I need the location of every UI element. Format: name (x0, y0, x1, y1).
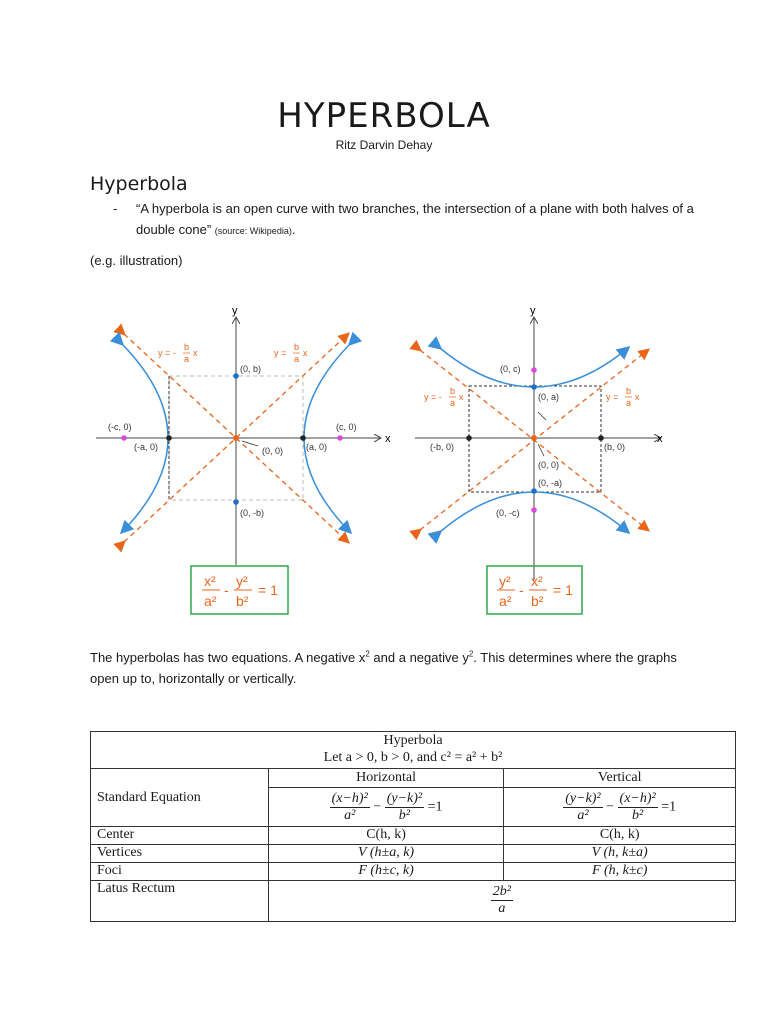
section-heading: Hyperbola (90, 173, 188, 195)
v-eq-den1: a² (577, 808, 589, 823)
right-vertex-pos (531, 384, 537, 390)
right-label-neg-c: (0, -c) (496, 508, 520, 518)
horizontal-header: Horizontal (269, 769, 504, 788)
right-label-neg-b: (-b, 0) (430, 442, 455, 452)
foci-horizontal: F (h±c, k) (268, 863, 504, 881)
right-y-axis-label: y (530, 305, 536, 317)
paragraph-part-a: The hyperbolas has two equations. A negative x (90, 650, 366, 665)
right-asym-neg-b: b (450, 386, 456, 396)
right-asym-pos-b: b (626, 386, 632, 396)
latus-num: 2b² (492, 884, 511, 899)
left-asymptote-pos-label (274, 342, 308, 364)
left-center-dot (233, 435, 239, 441)
right-eq-den2: b² (531, 593, 544, 609)
right-focus-pos (531, 367, 537, 373)
h-eq-minus: − (373, 799, 382, 815)
right-asym-pos-a: a (626, 398, 632, 408)
hyperbola-table (90, 731, 736, 922)
center-label: Center (91, 827, 269, 845)
v-eq-minus: − (606, 799, 615, 815)
right-label-pos-b: (b, 0) (604, 442, 626, 452)
h-eq-den1: a² (344, 808, 356, 823)
right-covertex-pos (598, 435, 604, 441)
right-label-pos-a: (0, a) (538, 392, 560, 402)
paragraph-sup-y: 2 (468, 649, 474, 659)
vertices-vertical: V (h, k±a) (504, 845, 736, 863)
left-eq-num1: x² (204, 573, 216, 589)
left-asym-neg-x: x (193, 348, 198, 358)
left-eq-den2: b² (236, 593, 249, 609)
page-title: HYPERBOLA (277, 96, 491, 136)
v-eq-frac2 (618, 791, 658, 824)
left-x-axis-label: x (385, 433, 391, 445)
left-asym-pos-x: x (303, 348, 308, 358)
right-eq-den1: a² (499, 593, 512, 609)
table-row-vertices (91, 845, 736, 863)
author-name: Ritz Darvin Dehay (335, 138, 433, 152)
left-equation (202, 573, 278, 609)
latus-rectum-label: Latus Rectum (91, 881, 269, 922)
table-row-center (91, 827, 736, 845)
v-eq-num1: (y−k)² (565, 791, 601, 806)
right-asym-pos-x: x (635, 392, 640, 402)
paragraph-part-b: and a negative y (369, 650, 469, 665)
table-title: Hyperbola (383, 733, 443, 748)
right-asym-neg-prefix: y = - (424, 392, 442, 402)
foci-vertical: F (h, k±c) (504, 863, 736, 881)
left-vertex-neg (166, 435, 172, 441)
v-eq-num2: (x−h)² (619, 791, 656, 806)
left-label-origin: (0, 0) (262, 446, 284, 456)
vertical-header: Vertical (504, 769, 735, 788)
right-vertex-neg (531, 488, 537, 494)
hyperbola-illustrations (0, 290, 768, 620)
latus-rectum-value (268, 881, 735, 922)
right-center-dot (531, 435, 537, 441)
left-focus-pos (337, 435, 343, 441)
example-label: (e.g. illustration) (90, 253, 183, 268)
table-row-standard (91, 769, 736, 827)
standard-equation-label: Standard Equation (97, 789, 201, 805)
definition-end: . (291, 222, 296, 237)
right-asym-neg-a: a (450, 398, 456, 408)
table-cell-vertical (504, 769, 736, 827)
left-asymptote-neg-label (158, 342, 198, 364)
left-asym-pos-prefix: y = (274, 348, 287, 358)
definition-source: (source: Wikipedia) (214, 226, 292, 236)
right-figure (415, 305, 663, 614)
right-eq-minus: - (519, 582, 524, 598)
right-equation (497, 573, 573, 609)
v-eq-den2: b² (632, 808, 644, 823)
table-title-cell (91, 732, 736, 769)
table-row-foci (91, 863, 736, 881)
left-eq-minus: - (224, 582, 229, 598)
left-eq-rhs: = 1 (258, 582, 278, 598)
right-label-neg-a: (0, -a) (538, 478, 563, 488)
vertical-standard-equation (510, 788, 729, 826)
foci-label: Foci (91, 863, 269, 881)
right-x-axis-label: x (657, 433, 663, 445)
left-label-neg-c: (-c, 0) (108, 422, 132, 432)
right-label-pos-c: (0, c) (500, 364, 521, 374)
right-asym-pos-prefix: y = (606, 392, 619, 402)
left-label-pos-b: (0, b) (240, 364, 262, 374)
left-label-pos-a: (a, 0) (306, 442, 328, 452)
h-eq-num1: (x−h)² (331, 791, 368, 806)
v-eq-rhs: =1 (661, 799, 677, 815)
table-cell-horizontal (268, 769, 504, 827)
left-figure (96, 305, 391, 614)
bullet-dash: - (113, 201, 118, 216)
v-eq-frac1 (563, 791, 602, 824)
left-label-pos-c: (c, 0) (336, 422, 357, 432)
h-eq-den2: b² (398, 808, 410, 823)
definition-bullet (136, 198, 696, 242)
h-eq-rhs: =1 (427, 799, 443, 815)
left-y-axis-label: y (232, 305, 238, 317)
paragraph-part-c: . This determines where the graphs open up to, horizontally or vertically. (90, 650, 677, 686)
horizontal-standard-equation (275, 788, 498, 826)
paragraph-sup-x: 2 (365, 649, 370, 659)
h-eq-frac1 (330, 791, 370, 824)
left-asym-pos-a: a (294, 354, 300, 364)
equations-paragraph (90, 647, 690, 689)
left-label-neg-b: (0, -b) (240, 508, 265, 518)
right-eq-num2: x² (531, 573, 543, 589)
vertices-horizontal: V (h±a, k) (268, 845, 504, 863)
h-eq-num2: (y−k)² (386, 791, 423, 806)
latus-frac (491, 884, 513, 917)
left-vertex-pos (300, 435, 306, 441)
left-asym-pos-b: b (294, 342, 300, 352)
table-header-row (91, 732, 736, 769)
left-covertex-neg (233, 499, 239, 505)
table-condition: Let a > 0, b > 0, and c² = a² + b² (323, 750, 503, 765)
right-asym-neg-x: x (459, 392, 464, 402)
right-asymptote-neg-label (424, 386, 464, 408)
right-focus-neg (531, 507, 537, 513)
definition-quote: “A hyperbola is an open curve with two branches, the intersection of a plane with both halves of a double cone” (136, 201, 694, 237)
right-eq-rhs: = 1 (553, 582, 573, 598)
right-vertex-pointer (538, 412, 546, 420)
table-row-latus (91, 881, 736, 922)
left-covertex-pos (233, 373, 239, 379)
right-asymptote-pos-label (606, 386, 640, 408)
center-vertical: C(h, k) (504, 827, 736, 845)
left-asym-neg-a: a (184, 354, 190, 364)
table-cell-standard-label (91, 769, 269, 827)
right-covertex-neg (466, 435, 472, 441)
right-label-origin: (0, 0) (538, 460, 560, 470)
left-focus-neg (121, 435, 127, 441)
left-asym-neg-prefix: y = - (158, 348, 176, 358)
left-label-neg-a: (-a, 0) (134, 442, 159, 452)
right-eq-num1: y² (499, 573, 511, 589)
h-eq-frac2 (385, 791, 424, 824)
vertices-label: Vertices (91, 845, 269, 863)
left-eq-den1: a² (204, 593, 217, 609)
left-eq-num2: y² (236, 573, 248, 589)
center-horizontal: C(h, k) (268, 827, 504, 845)
latus-den: a (498, 901, 506, 916)
left-asym-neg-b: b (184, 342, 190, 352)
